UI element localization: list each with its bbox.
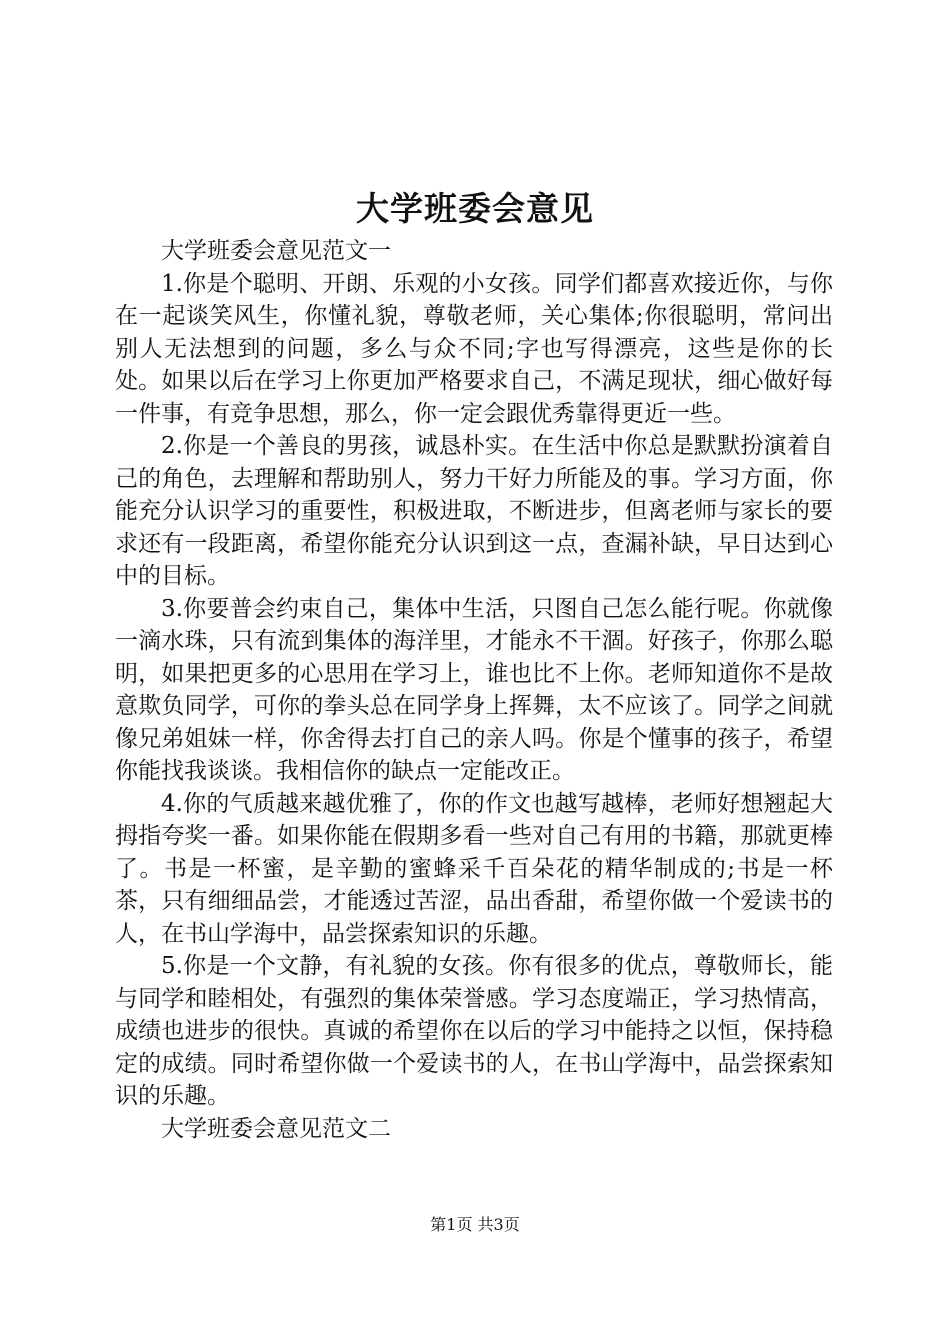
paragraph: 2.你是一个善良的男孩，诚恳朴实。在生活中你总是默默扮演着自己的角色，去理解和帮助别人，努力干好力所能及的事。学习方面，你能充分认识学习的重要性，积极进取，不断进步，但离老师与家长的要求还有一段距离，希望你能充分认识到这一点，查漏补缺，早日达到心中的目标。: [115, 433, 833, 589]
section-heading: 大学班委会意见范文二: [161, 1115, 391, 1142]
paragraph: 1.你是个聪明、开朗、乐观的小女孩。同学们都喜欢接近你，与你在一起谈笑风生，你懂礼貌，尊敬老师，关心集体;你很聪明，常问出别人无法想到的问题，多么与众不同;字也写得漂亮，这些是你的长处。如果以后在学习上你更加严格要求自己，不满足现状，细心做好每一件事，有竞争思想，那么，你一定会跟优秀靠得更近一些。: [115, 270, 833, 427]
document-body: [115, 235, 833, 1145]
paragraph: 5.你是一个文静，有礼貌的女孩。你有很多的优点，尊敬师长，能与同学和睦相处，有强烈的集体荣誉感。学习态度端正，学习热情高，成绩也进步的很快。真诚的希望你在以后的学习中能持之以恒，保持稳定的成绩。同时希望你做一个爱读书的人，在书山学海中，品尝探索知识的乐趣。: [115, 953, 833, 1109]
paragraph: 3.你要普会约束自己，集体中生活，只图自己怎么能行呢。你就像一滴水珠，只有流到集体的海洋里，才能永不干涸。好孩子，你那么聪明，如果把更多的心思用在学习上，谁也比不上你。老师知道你不是故意欺负同学，可你的拳头总在同学身上挥舞，太不应该了。同学之间就像兄弟姐妹一样，你舍得去打自己的亲人吗。你是个懂事的孩子，希望你能找我谈谈。我相信你的缺点一定能改正。: [115, 595, 833, 784]
section-heading: 大学班委会意见范文一: [161, 238, 391, 264]
paragraph: 4.你的气质越来越优雅了，你的作文也越写越棒，老师好想翘起大拇指夸奖一番。如果你能在假期多看一些对自己有用的书籍，那就更棒了。书是一杯蜜，是辛勤的蜜蜂采千百朵花的精华制成的;书是一杯茶，只有细细品尝，才能透过苦涩，品出香甜，希望你做一个爱读书的人，在书山学海中，品尝探索知识的乐趣。: [115, 790, 833, 947]
document-title: 大学班委会意见: [356, 189, 594, 228]
page-number-footer: 第1页 共3页: [430, 1215, 520, 1234]
